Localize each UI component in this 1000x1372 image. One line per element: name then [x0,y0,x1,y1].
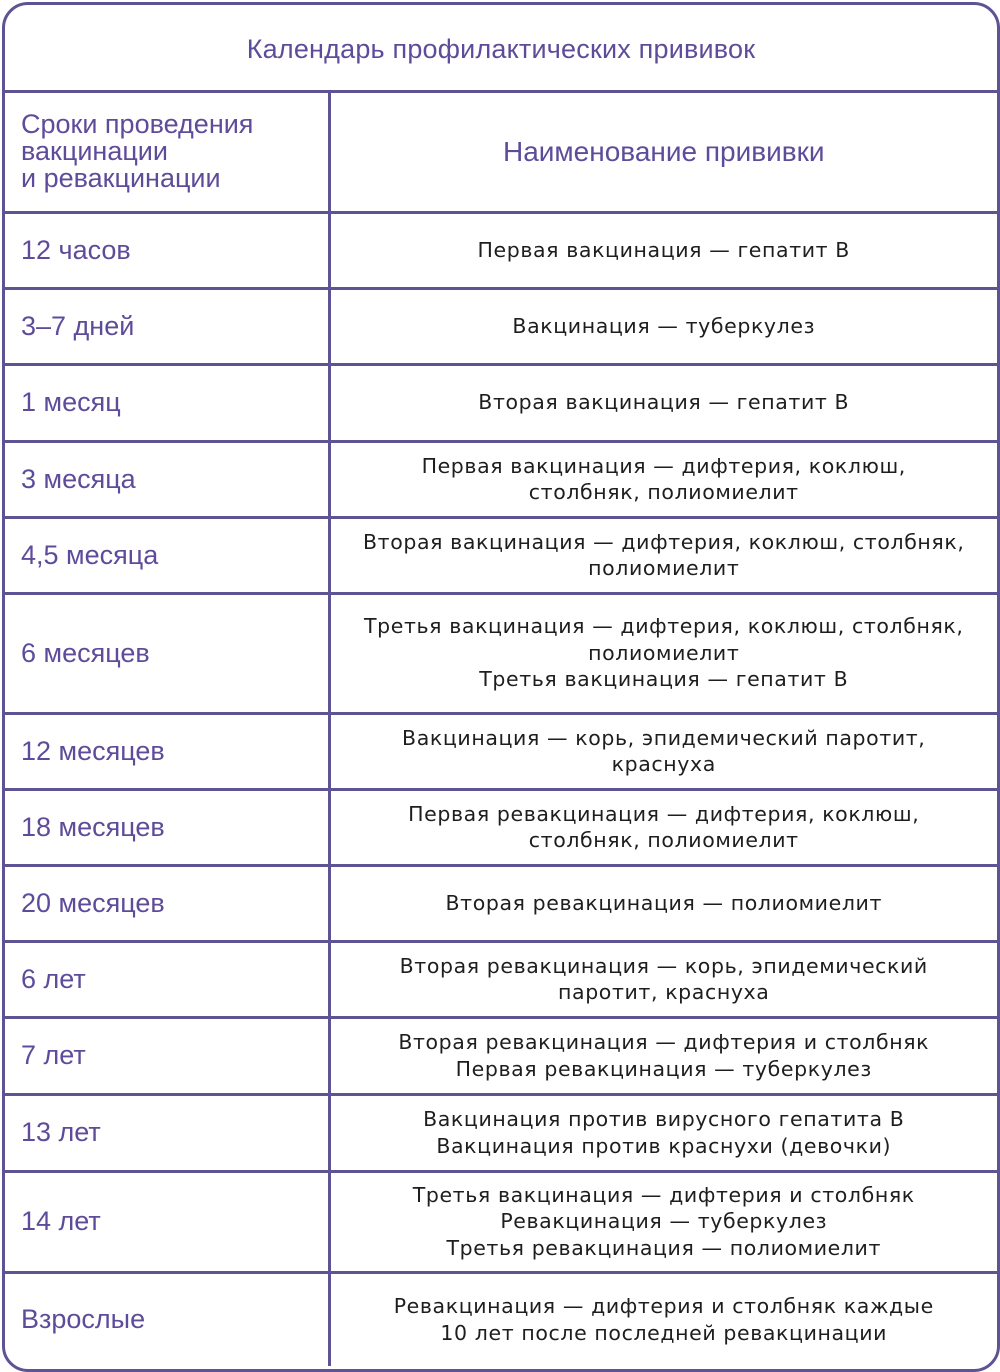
table-row [5,364,997,441]
vaccine-line: Третья вакцинация — дифтерия и столбняк [412,1182,915,1207]
table-row [5,517,997,593]
table-title: Календарь профилактических прививок [5,5,997,93]
period-cell: 6 лет [5,941,329,1017]
vaccine-line: Третья вакцинация — дифтерия, коклюш, столбняк, [364,614,964,639]
vaccine-line: Первая вакцинация — гепатит В [477,237,850,262]
table-row [5,941,997,1017]
vaccine-cell [329,288,997,364]
period-cell: 13 лет [5,1094,329,1171]
period-cell: 12 часов [5,212,329,288]
table-row [5,288,997,364]
table-row [5,1272,997,1366]
vaccine-cell [329,1017,997,1094]
vaccine-line: Вторая ревакцинация — полиомиелит [445,890,882,915]
vaccine-line: Первая вакцинация — дифтерия, коклюш, [421,453,906,478]
table-row [5,1094,997,1171]
vaccine-cell [329,865,997,941]
vaccine-line: Ревакцинация — туберкулез [500,1209,828,1234]
period-header-line: вакцинации [21,136,168,167]
vaccine-line: полиомиелит [588,556,740,580]
vaccine-cell [329,1272,997,1366]
vaccine-line: полиомиелит [588,640,740,665]
vaccine-cell [329,364,997,441]
vaccine-line: Ревакцинация — дифтерия и столбняк каждые [393,1294,934,1319]
period-column-header [5,93,329,212]
period-cell: 12 месяцев [5,713,329,789]
period-header-line: и ревакцинации [21,163,221,194]
vaccine-line: столбняк, полиомиелит [528,828,799,852]
vaccine-cell [329,441,997,517]
vaccine-line: Вторая вакцинация — дифтерия, коклюш, столбняк, [363,529,965,554]
table-row [5,212,997,288]
vaccine-line: Вакцинация — туберкулез [512,313,816,338]
vaccine-cell [329,1171,997,1272]
period-cell: 20 месяцев [5,865,329,941]
vaccine-cell [329,212,997,288]
vaccine-cell [329,1094,997,1171]
vaccine-line: Вакцинация против краснухи (девочки) [436,1133,892,1158]
table-row [5,1171,997,1272]
period-cell: 3–7 дней [5,288,329,364]
vaccine-cell [329,789,997,865]
vaccine-line: краснуха [611,752,716,776]
vaccine-cell [329,517,997,593]
vaccine-cell [329,593,997,713]
table-row [5,865,997,941]
table-row [5,1017,997,1094]
vaccination-table [5,93,997,1366]
table-row [5,441,997,517]
vaccine-cell [329,713,997,789]
table-row [5,713,997,789]
period-cell: 18 месяцев [5,789,329,865]
vaccination-calendar-card [2,2,1000,1372]
period-header-line: Сроки проведения [21,109,254,140]
vaccine-line: Первая ревакцинация — дифтерия, коклюш, [408,801,920,826]
vaccine-line: Вторая ревакцинация — дифтерия и столбняк [398,1030,930,1054]
vaccine-line: 10 лет после последней ревакцинации [440,1320,888,1345]
vaccine-line: Первая ревакцинация — туберкулез [455,1056,872,1081]
vaccine-line: столбняк, полиомиелит [528,480,799,504]
period-cell: 4,5 месяца [5,517,329,593]
period-cell: 6 месяцев [5,593,329,713]
vaccine-line: Вакцинация — корь, эпидемический паротит, [402,725,926,750]
vaccine-line: паротит, краснуха [558,980,770,1004]
vaccine-column-header: Наименование прививки [329,93,997,212]
period-cell: Взрослые [5,1272,329,1366]
period-cell: 7 лет [5,1017,329,1094]
header-row [5,93,997,212]
vaccine-line: Третья вакцинация — гепатит В [479,667,849,692]
vaccine-cell [329,941,997,1017]
vaccine-line: Вторая вакцинация — гепатит В [478,390,850,415]
vaccine-line: Третья ревакцинация — полиомиелит [446,1235,882,1260]
vaccine-line: Вторая ревакцинация — корь, эпидемический [399,953,928,978]
table-row [5,593,997,713]
period-cell: 3 месяца [5,441,329,517]
vaccine-line: Вакцинация против вирусного гепатита В [423,1107,905,1131]
period-cell: 14 лет [5,1171,329,1272]
period-cell: 1 месяц [5,364,329,441]
table-row [5,789,997,865]
